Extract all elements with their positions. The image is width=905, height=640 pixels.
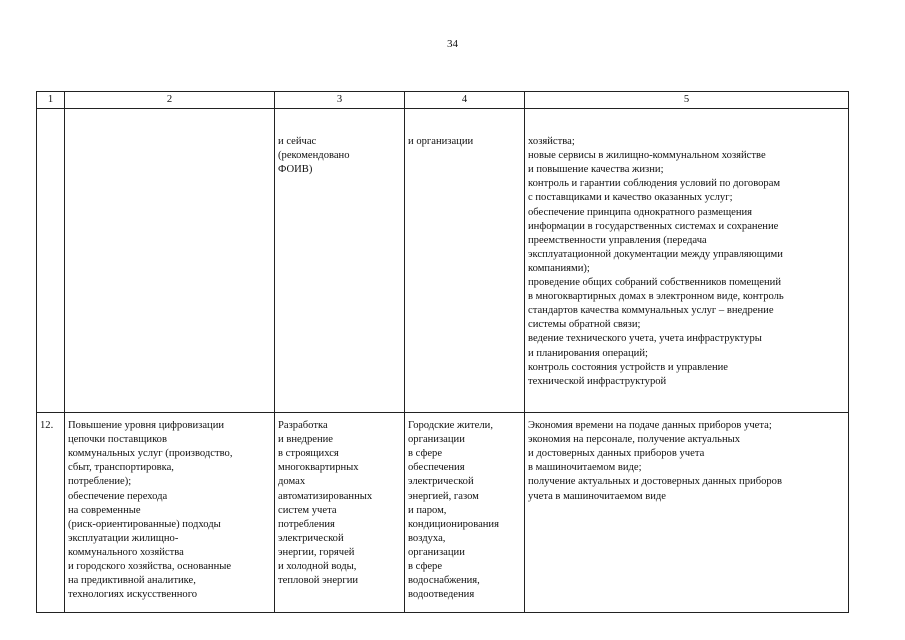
goal-cell [65, 109, 275, 413]
header-cell-2: 2 [65, 92, 275, 109]
document-table [36, 91, 849, 613]
row-number-cell [37, 109, 65, 413]
header-cell-4: 4 [405, 92, 525, 109]
measure-cell: и сейчас (рекомендовано ФОИВ) [275, 109, 405, 413]
goal-cell: Повышение уровня цифровизации цепочки поставщиков коммунальных услуг (производство, сбыт, транспортировка, потребление); обеспечение перехода на современные (риск-ориентированные) подходы эксплуатации жилищно- коммунального хозяйства и городского хозяйства, основанные на предиктивной аналитике, технологиях искусственного [65, 413, 275, 613]
header-cell-3: 3 [275, 92, 405, 109]
table-row [37, 109, 849, 413]
measure-cell: Разработка и внедрение в строящихся многоквартирных домах автоматизированных систем учета потребления электрической энергии, горячей и холодной воды, тепловой энергии [275, 413, 405, 613]
effects-cell: хозяйства; новые сервисы в жилищно-коммунальном хозяйстве и повышение качества жизни; контроль и гарантии соблюдения условий по договорам с поставщиками и качество оказанных услуг; обеспечение принципа однократного размещения информации в государственных системах и сохранение преемственности управления (передача эксплуатационной документации между управляющими компаниями); проведение общих собраний собственников помещений в многоквартирных домах в электронном виде, контроль стандартов качества коммунальных услуг – внедрение системы обратной связи; ведение технического учета, учета инфраструктуры и планирования операций; контроль состояния устройств и управление технической инфраструктурой [525, 109, 849, 413]
beneficiaries-cell: и организации [405, 109, 525, 413]
page-number: 34 [447, 38, 458, 50]
effects-cell: Экономия времени на подаче данных приборов учета; экономия на персонале, получение актуальных и достоверных данных приборов учета в машиночитаемом виде; получение актуальных и достоверных данных приборов учета в машиночитаемом виде [525, 413, 849, 613]
header-cell-1: 1 [37, 92, 65, 109]
header-cell-5: 5 [525, 92, 849, 109]
table-header-row [37, 92, 849, 109]
table-row [37, 413, 849, 613]
row-number-cell: 12. [37, 413, 65, 613]
beneficiaries-cell: Городские жители, организации в сфере обеспечения электрической энергией, газом и паром, кондиционирования воздуха, организации в сфере водоснабжения, водоотведения [405, 413, 525, 613]
